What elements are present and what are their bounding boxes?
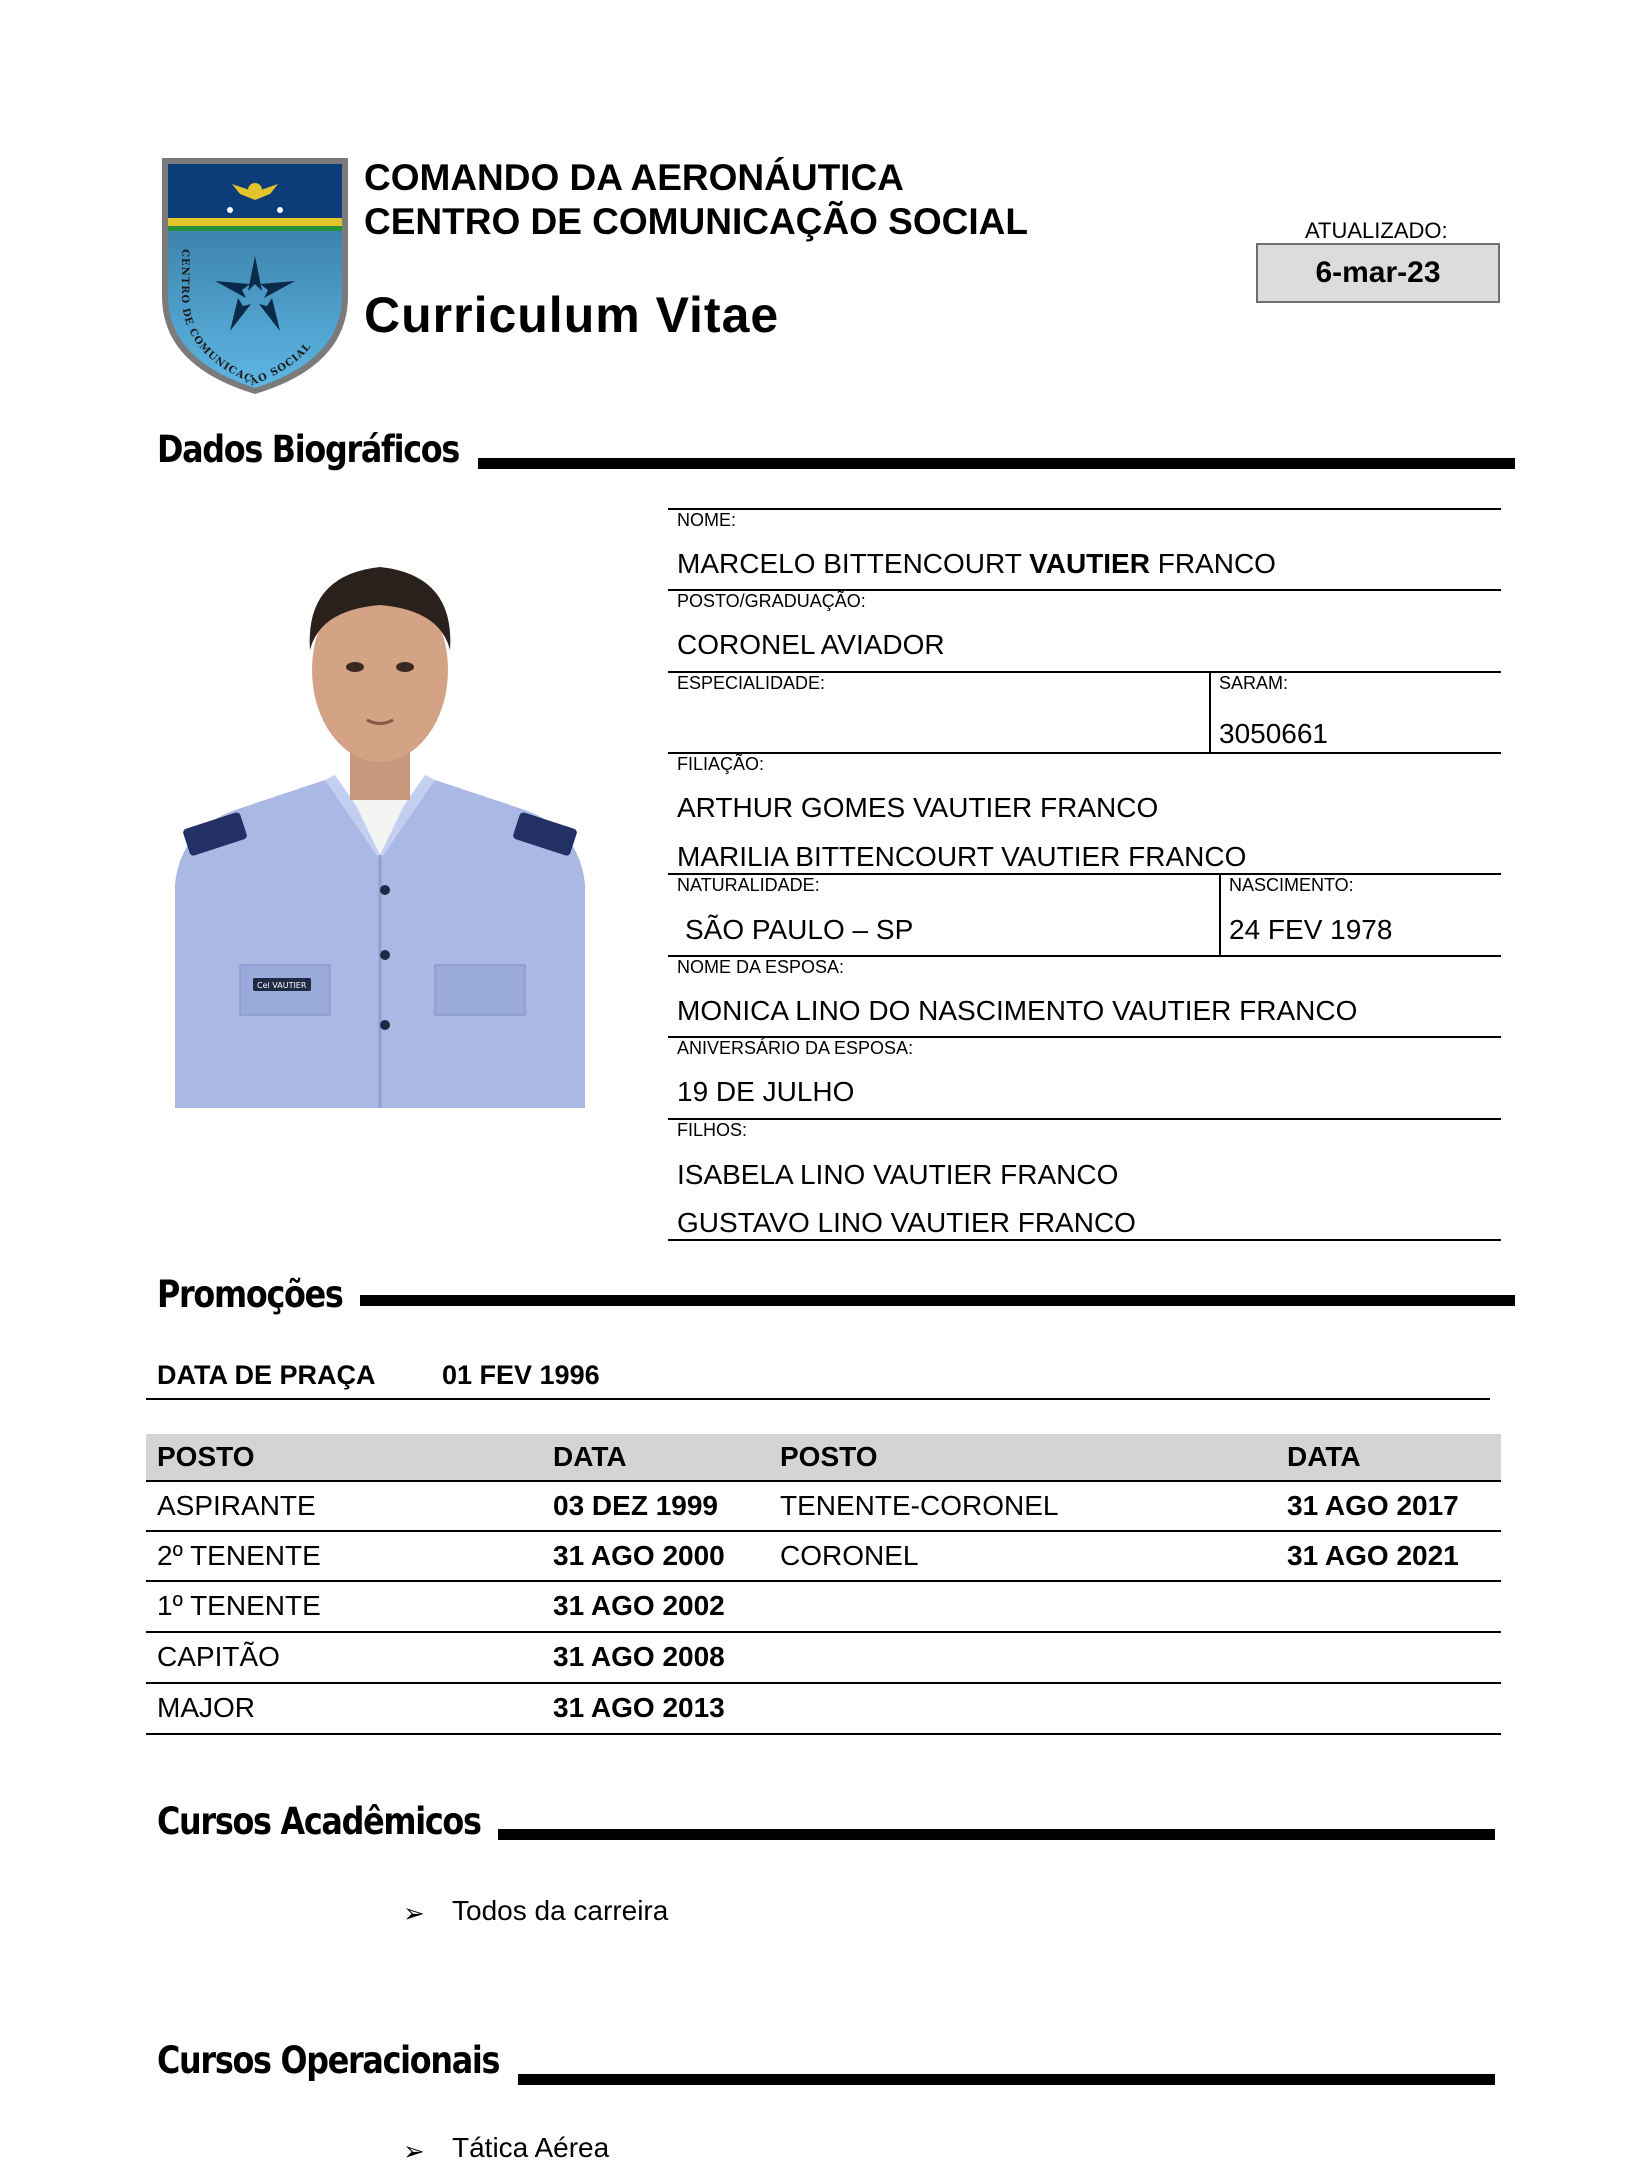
table-cell-rank: 2º TENENTE: [157, 1540, 321, 1571]
bio-rule: [668, 752, 1501, 754]
table-cell-rank: 1º TENENTE: [157, 1590, 321, 1621]
section-title-operational: Cursos Operacionais: [157, 2039, 500, 2082]
table-cell-date: 31 AGO 2000: [553, 1540, 725, 1571]
rank-value: CORONEL AVIADOR: [677, 629, 945, 660]
header-data: DATA: [1287, 1441, 1361, 1472]
name-war: VAUTIER: [1029, 548, 1150, 579]
birthplace-value: SÃO PAULO – SP: [685, 914, 914, 945]
bullet-arrow-icon: ➢: [403, 1898, 425, 1928]
bio-rule: [668, 1118, 1501, 1120]
table-rule: [146, 1682, 1501, 1684]
spouse-value: MONICA LINO DO NASCIMENTO VAUTIER FRANCO: [677, 995, 1358, 1026]
child-name: ISABELA LINO VAUTIER FRANCO: [677, 1159, 1119, 1190]
bio-divider: [1219, 873, 1221, 955]
svg-text:CENTRO DE COMUNICAÇÃO SOCIAL: CENTRO DE COMUNICAÇÃO SOCIAL: [178, 249, 314, 389]
header-posto: POSTO: [780, 1441, 878, 1472]
ccs-emblem-logo: [160, 156, 350, 396]
filiation-label: FILIAÇÃO:: [677, 754, 765, 774]
table-rule: [146, 1733, 1501, 1735]
table-cell-rank: CAPITÃO: [157, 1641, 280, 1672]
enlistment-date-label: DATA DE PRAÇA: [157, 1360, 376, 1390]
table-cell-date: 31 AGO 2021: [1287, 1540, 1459, 1571]
table-rule: [146, 1631, 1501, 1633]
officer-photo: [175, 555, 585, 1108]
bullet-arrow-icon: ➢: [403, 2136, 425, 2166]
svg-text:Cel VAUTIER: Cel VAUTIER: [257, 981, 307, 990]
operational-course-item: Tática Aérea: [452, 2132, 610, 2163]
child-name: GUSTAVO LINO VAUTIER FRANCO: [677, 1207, 1136, 1238]
table-rule: [146, 1580, 1501, 1582]
table-cell-rank: CORONEL: [780, 1540, 919, 1571]
bio-rule-bottom: [668, 1239, 1501, 1241]
section-title-academic: Cursos Acadêmicos: [157, 1800, 481, 1843]
birth-label: NASCIMENTO:: [1229, 875, 1354, 895]
name-given: MARCELO BITTENCOURT: [677, 548, 1030, 579]
org-name-line1: COMANDO DA AERONÁUTICA: [364, 157, 904, 198]
spouse-label: NOME DA ESPOSA:: [677, 957, 845, 977]
section-title-bio: Dados Biográficos: [157, 428, 459, 471]
section-rule-academic: [498, 1829, 1495, 1840]
table-cell-date: 03 DEZ 1999: [553, 1490, 718, 1521]
section-rule-operational: [518, 2074, 1495, 2085]
org-name-line2: CENTRO DE COMUNICAÇÃO SOCIAL: [364, 201, 1028, 242]
bio-rule-top: [668, 508, 1501, 510]
header-data: DATA: [553, 1441, 627, 1472]
saram-label: SARAM:: [1219, 673, 1289, 693]
bio-divider: [1209, 671, 1211, 753]
birthplace-label: NATURALIDADE:: [677, 875, 820, 895]
updated-date-value: 6-mar-23: [1315, 256, 1441, 289]
table-cell-rank: MAJOR: [157, 1692, 255, 1723]
header-posto: POSTO: [157, 1441, 255, 1472]
table-rule: [146, 1530, 1501, 1532]
enlistment-rule: [146, 1398, 1490, 1400]
updated-date-box: [1256, 243, 1500, 303]
section-title-promotions: Promoções: [157, 1273, 343, 1316]
father-name: ARTHUR GOMES VAUTIER FRANCO: [677, 792, 1159, 823]
saram-value: 3050661: [1219, 718, 1329, 749]
section-rule-promotions: [360, 1295, 1515, 1306]
table-cell-date: 31 AGO 2008: [553, 1641, 725, 1672]
table-cell-date: 31 AGO 2017: [1287, 1490, 1459, 1521]
table-cell-rank: ASPIRANTE: [157, 1490, 316, 1521]
name-label: NOME:: [677, 510, 737, 530]
table-rule: [146, 1480, 1501, 1482]
table-cell-rank: TENENTE-CORONEL: [780, 1490, 1059, 1521]
enlistment-date-value: 01 FEV 1996: [442, 1360, 600, 1390]
spouse-birthday-label: ANIVERSÁRIO DA ESPOSA:: [677, 1038, 914, 1058]
section-rule-bio: [478, 458, 1515, 469]
table-cell-date: 31 AGO 2002: [553, 1590, 725, 1621]
specialty-label: ESPECIALIDADE:: [677, 673, 826, 693]
mother-name: MARILIA BITTENCOURT VAUTIER FRANCO: [677, 841, 1247, 872]
birth-value: 24 FEV 1978: [1229, 914, 1393, 945]
children-label: FILHOS:: [677, 1120, 748, 1140]
academic-course-item: Todos da carreira: [452, 1895, 669, 1926]
name-value: [677, 548, 1276, 580]
table-cell-date: 31 AGO 2013: [553, 1692, 725, 1723]
rank-label: POSTO/GRADUAÇÃO:: [677, 591, 866, 611]
spouse-birthday-value: 19 DE JULHO: [677, 1076, 855, 1107]
name-last: FRANCO: [1149, 548, 1276, 579]
document-title: Curriculum Vitae: [364, 287, 780, 343]
updated-label: ATUALIZADO:: [1305, 218, 1448, 243]
